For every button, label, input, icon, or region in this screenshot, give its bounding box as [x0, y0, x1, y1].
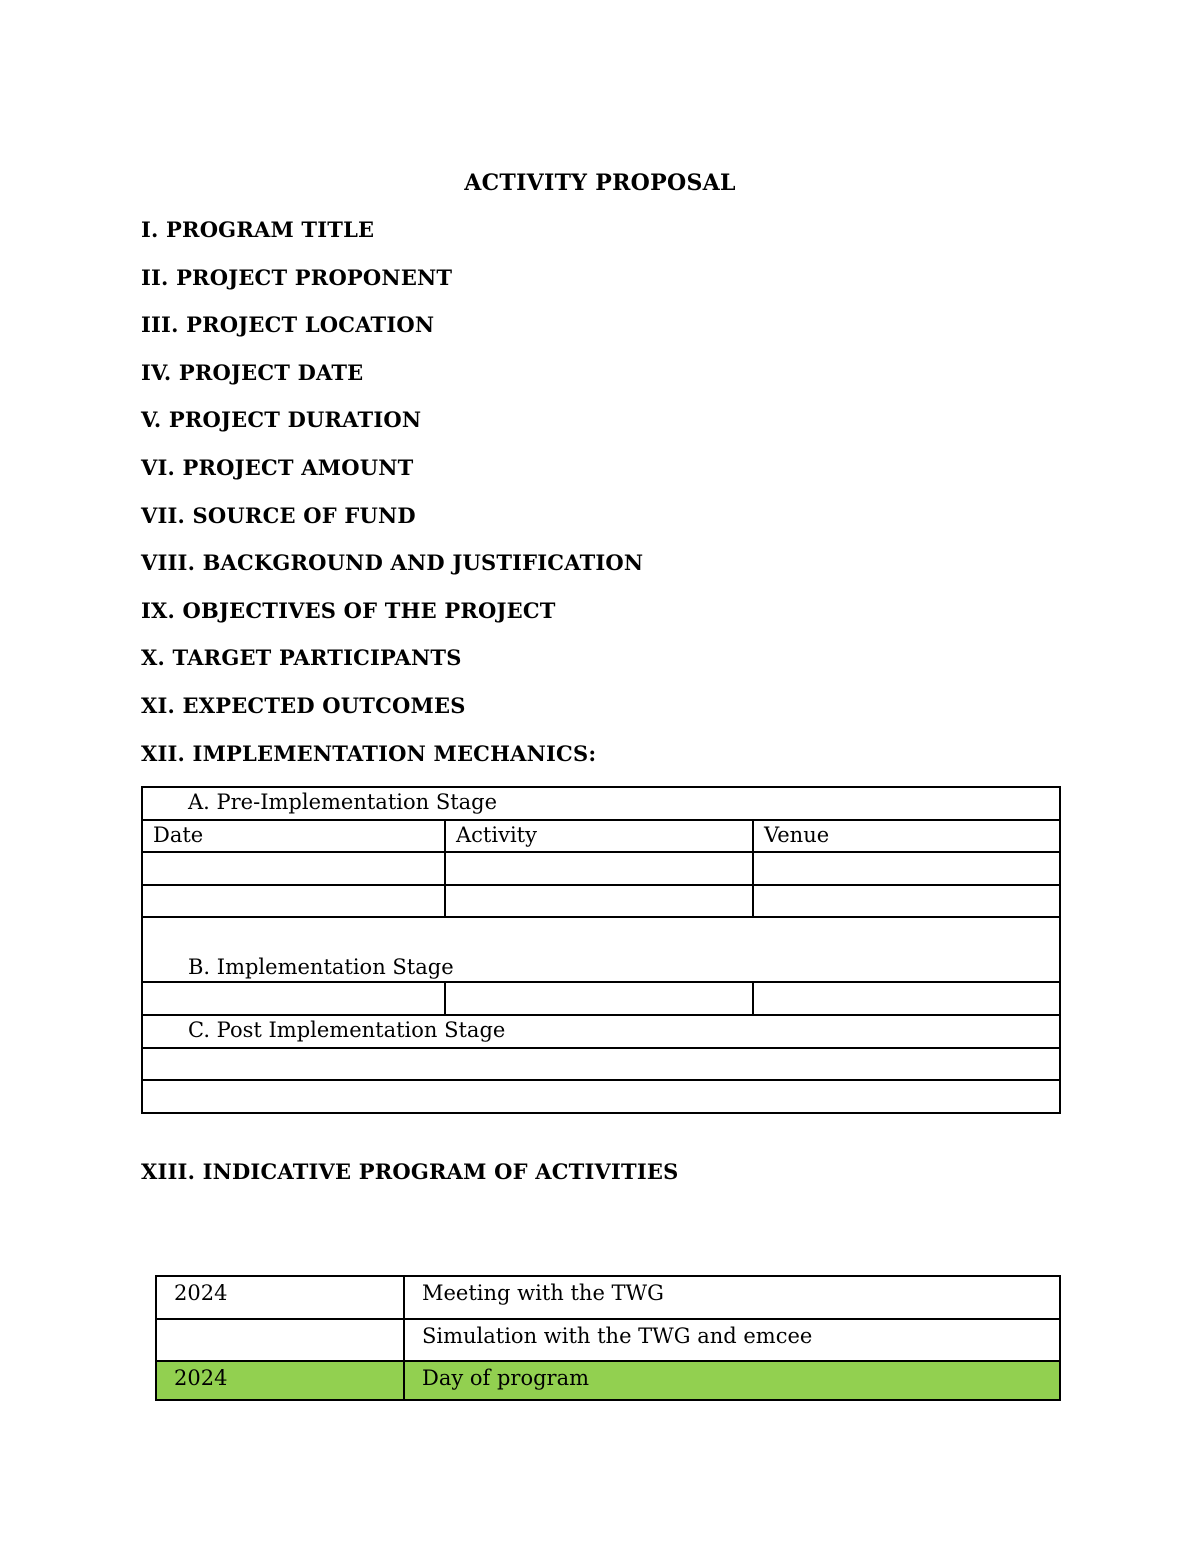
page-title: ACTIVITY PROPOSAL [464, 170, 736, 196]
table-row [142, 917, 1060, 982]
section-heading-project-duration: V. PROJECT DURATION [141, 407, 422, 433]
table-row [142, 885, 1060, 918]
stage-c-label: C. Post Implementation Stage [142, 1015, 1060, 1048]
table-cell[interactable] [753, 852, 1060, 885]
table-row-highlighted [156, 1361, 1060, 1400]
section-heading-target-participants: X. TARGET PARTICIPANTS [141, 645, 462, 671]
table-cell[interactable] [445, 885, 753, 918]
table-row [156, 1276, 1060, 1319]
section-heading-objectives: IX. OBJECTIVES OF THE PROJECT [141, 597, 556, 623]
table-cell[interactable] [142, 982, 445, 1015]
section-heading-project-amount: VI. PROJECT AMOUNT [141, 454, 414, 480]
section-heading-implementation-mechanics: XII. IMPLEMENTATION MECHANICS: [141, 740, 597, 766]
implementation-mechanics-table [141, 786, 1061, 1114]
table-cell[interactable] [142, 852, 445, 885]
program-of-activities-table [155, 1275, 1061, 1401]
table-header-row [142, 820, 1060, 853]
program-date-cell: 2024 [156, 1361, 404, 1400]
stage-b-label: B. Implementation Stage [142, 917, 1060, 982]
column-header-activity: Activity [445, 820, 753, 853]
table-cell[interactable] [142, 1080, 1060, 1113]
table-row [142, 787, 1060, 820]
section-heading-project-date: IV. PROJECT DATE [141, 359, 364, 385]
program-activity-cell: Day of program [404, 1361, 1060, 1400]
program-date-cell [156, 1319, 404, 1362]
section-list [141, 217, 643, 788]
program-activity-cell: Meeting with the TWG [404, 1276, 1060, 1319]
table-row [142, 1048, 1060, 1081]
program-date-cell: 2024 [156, 1276, 404, 1319]
table-row [142, 852, 1060, 885]
table-cell[interactable] [753, 982, 1060, 1015]
table-cell[interactable] [445, 982, 753, 1015]
program-activity-cell: Simulation with the TWG and emcee [404, 1319, 1060, 1362]
section-heading-project-proponent: II. PROJECT PROPONENT [141, 264, 453, 290]
section-heading-background: VIII. BACKGROUND AND JUSTIFICATION [141, 550, 644, 576]
stage-a-label: A. Pre-Implementation Stage [142, 787, 1060, 820]
section-heading-expected-outcomes: XI. EXPECTED OUTCOMES [141, 692, 466, 718]
table-cell[interactable] [142, 1048, 1060, 1081]
table-cell[interactable] [753, 885, 1060, 918]
column-header-venue: Venue [753, 820, 1060, 853]
section-heading-program-title: I. PROGRAM TITLE [141, 217, 375, 242]
table-row [156, 1319, 1060, 1362]
table-cell[interactable] [445, 852, 753, 885]
section-heading-project-location: III. PROJECT LOCATION [141, 312, 435, 338]
table-row [142, 982, 1060, 1015]
section-heading-indicative-program: XIII. INDICATIVE PROGRAM OF ACTIVITIES [141, 1159, 679, 1184]
column-header-date: Date [142, 820, 445, 853]
table-row [142, 1080, 1060, 1113]
table-row [142, 1015, 1060, 1048]
section-heading-source-of-fund: VII. SOURCE OF FUND [141, 502, 416, 528]
table-cell[interactable] [142, 885, 445, 918]
